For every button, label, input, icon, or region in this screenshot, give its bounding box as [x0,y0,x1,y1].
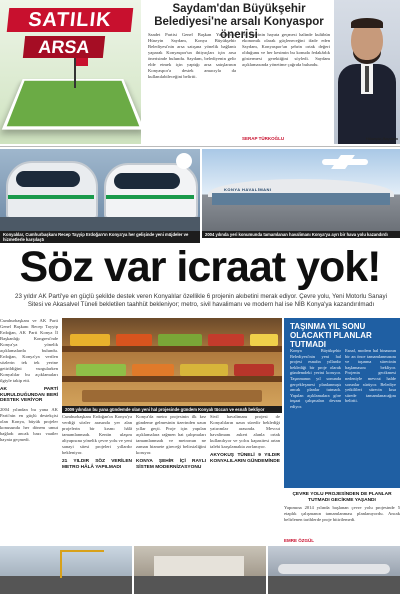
terminal-facade [212,193,390,205]
hal-box-col-2: Esnaf, modern hal binasının bir an önce tamamlanmasını ve taşınma sürecinin başlamasını bekliyor. Projenin gecikmesi nedeniyle mevcut halde sorunlar sürüyor. Belediye yetkilileri sürecin kısa sürede tamamlanacağını belirtti. [345,348,396,404]
lower-left-column [0,318,58,540]
lower-left-subhead: AK PARTİ KURULDUĞUNDAN BERİ DESTEK VERİYOR [0,387,58,404]
right-col-text: Yapımına 2014 yılında başlanan çevre yolu projesinde 5 etaplık çalışmanın tamamlanması planlanıyordu. Ancak belirlenen tarihlerde proje bitirilemedi. [284,505,400,523]
section-divider [0,146,400,147]
mid-col-1-text: Cumhurbaşkanı Erdoğan'ın Konya'ya verdiği sözler arasında yer alan projelerin bir kısmı hâlâ tamamlanmadı. Kentin ulaşım altyapısına yönelik çevre yolu ve yeni sanayi sitesi projeleri yıllardır bekleniyor. [62,414,132,455]
lower-left-text-2: 2004 yılından bu yana AK Parti'nin en güçlü destekçisi olan Konya, büyük projeler konusunda her dönem umut bağladı ancak bazı vaatler hayata geçmedi. [0,406,58,442]
top-article-col-2: Bu önerinin hayata geçmesi halinde kulübün ekonomik olarak güçleneceğini ifade eden Saydam, Konyaspor'un şehrin ortak değeri olduğunu ve her kesimin bu konuda fedakârlık göstermesi gerektiğini söyledi. Saydam açıklamasında yönetime çağrıda bulundu. [242,32,330,67]
tram-right [104,163,198,219]
metro-photo [0,149,200,231]
tram-left [6,161,98,219]
airport-sign: KONYA HAVALİMANI [224,187,272,192]
land-plot-illustration [2,79,141,130]
hal-info-box [284,318,400,488]
lower-right-column [284,490,400,536]
metro-logo-icon [176,153,192,169]
building-shape [154,556,244,578]
produce-crate [180,364,228,376]
rail-bed [268,576,400,594]
flag-icon [76,58,88,66]
main-headline: Söz var icraat yok! [19,243,381,291]
produce-crate [208,334,244,346]
portrait-caption: Hüseyin Saydam [365,136,398,141]
tie-shape [365,66,369,92]
lower-mid-column-2 [136,414,206,536]
top-article-col-1: Saadet Partisi Genel Başkan Yardımcısı Hüseyin Saydam, Konya Büyükşehir Belediyesi'nin arsa satışına yönelik bağlantı yaparak Konyaspor'un ihtiyaçları için arsa önerisinde bulundu. Saydam, belediyenin gelir elde etmek için yaptığı arsa satışlarının Konyaspor'a destek amacıyla da kullanılabileceğini belirtti. [148,32,236,79]
produce-crate [76,364,126,376]
mid-col-3-subhead: AKYOKUŞ TÜNELİ 9 YILDIR KONYALILARIN GÜNDEMİNDE [210,453,280,464]
mid-col-3-text: Sivil havalimanı projesi de Konyalıların uzun süredir beklediği yatırımlar arasında. Mevcut havalimanı askeri alanla ortak kullanılıyor ve yolcu kapasitesi artan talebi karşılamakta zorlanıyor. [210,414,280,449]
arsa-label: ARSA [23,36,105,58]
market-photo-caption: 2009 yılından bu yana gündemde olan yeni hal projesinde gündem Konyalı tüccarı ve esnafı bekliyor [62,406,282,413]
tram-left-window [16,171,80,187]
crane-icon [60,550,62,578]
hal-box-col-1: Konya Büyükşehir Belediyesi'nin yeni hal projesi esnafın yıllardır beklediği bir proje olarak gündemdeki yerini koruyor. Taşınmanın yıl sonunda gerçekleşmesi planlanmıştı ancak planlar tutmadı. Yapılan açıklamalara göre inşaat çalışmaları devam ediyor. [290,348,341,409]
road-shape [134,576,266,594]
train-shape [278,564,390,574]
building-photo [134,546,266,594]
satilik-label: SATILIK [7,8,134,32]
mid-col-2-subhead: KONYA ŞEHİR İÇİ RAYLI SİSTEM MODERNİZASYONU [136,459,206,470]
produce-crate [70,334,110,346]
produce-crate [234,364,274,376]
lower-left-text: Cumhurbaşkanı ve AK Parti Genel Başkanı Recep Tayyip Erdoğan, AK Parti Konya İl Başkanlığı Kongresi'nde Konya'ya yönelik açıklamalarda bulundu. Erdoğan, Konya'ya verilen sözlerin tek tek yerine getirildiğini vurgularken Konyalılar bu açıklamaları ilgiyle takip etti. [0,318,58,383]
mid-col-2-text: Konya'da metro projesinin ilk kez gündeme gelmesinin üzerinden uzun yıllar geçti. Proje için yapılan açıklamalara rağmen hat çalışmaları tamamlanmadı ve metronun ne zaman hizmete gireceği belirsizliğini koruyor. [136,414,206,455]
produce-crate [250,334,278,346]
lower-mid-column-3 [210,414,280,536]
produce-counter [82,390,262,402]
hair-shape [351,18,383,28]
main-deck: 23 yıldır AK Parti'ye en güçlü şekilde destek veren Konyalılar özellikle 6 projenin akıbetini merak ediyor. Çevre yolu, Yeni Motorlu Sanayi Sitesi ve Akasalvel Tüneli bekletilen taahhüt bekleniyor; metro, sivil havalimanı ve modern hal ise NİB Konya'ya kazandırılmadı [15,293,387,308]
right-col-subhead: ÇEVRE YOLU PROJESİNDEN DE PLANLAR TUTMADI GECİKME YAŞANDI [292,492,392,503]
hal-box-title: TAŞINMA YIL SONU OLACAKTI PLANLAR TUTMADI [290,322,372,349]
airport-photo [202,149,400,231]
airport-photo-caption: 2004 yılında yeri konumunda tamamlanan havalimanı Konya'ya ayrı bir hava yolu kazandırdı [202,231,400,238]
tram-right-window [114,173,180,189]
metro-photo-caption: Konyalılar, Cumhurbaşkanı Recep Tayyip Erdoğan'ın Konya'ya her gelişinde yeni müjdeler ve hizmetlerle karşılaştı [0,231,200,243]
portrait-photo [334,0,400,144]
produce-crate [116,334,152,346]
crane-arm [60,550,104,552]
lower-mid-column-1 [62,414,132,536]
top-article-byline: SERAP TÜRKOĞLU [242,136,285,141]
tram-right-stripe [106,195,194,199]
tram-left-stripe [8,195,94,199]
produce-crate [158,334,202,346]
rail-track [0,217,200,231]
shelf [62,376,282,382]
satilik-arsa-graphic [0,0,141,144]
shelf [62,346,282,352]
construction-photo [0,546,132,594]
rail-photo [268,546,400,594]
lower-byline: EMRE ÖZGÜL [284,538,314,543]
mid-col-1-subhead: 21 YILDIR SÖZ VERİLEN METRO HÂLÂ YAPILMADI [62,459,132,470]
road-shape [0,576,132,594]
market-photo [62,318,282,406]
produce-crate [132,364,174,376]
top-article-headline: Saydam'dan Büyükşehir Belediyesi'ne arsalı Konyaspor önerisi [154,3,324,41]
